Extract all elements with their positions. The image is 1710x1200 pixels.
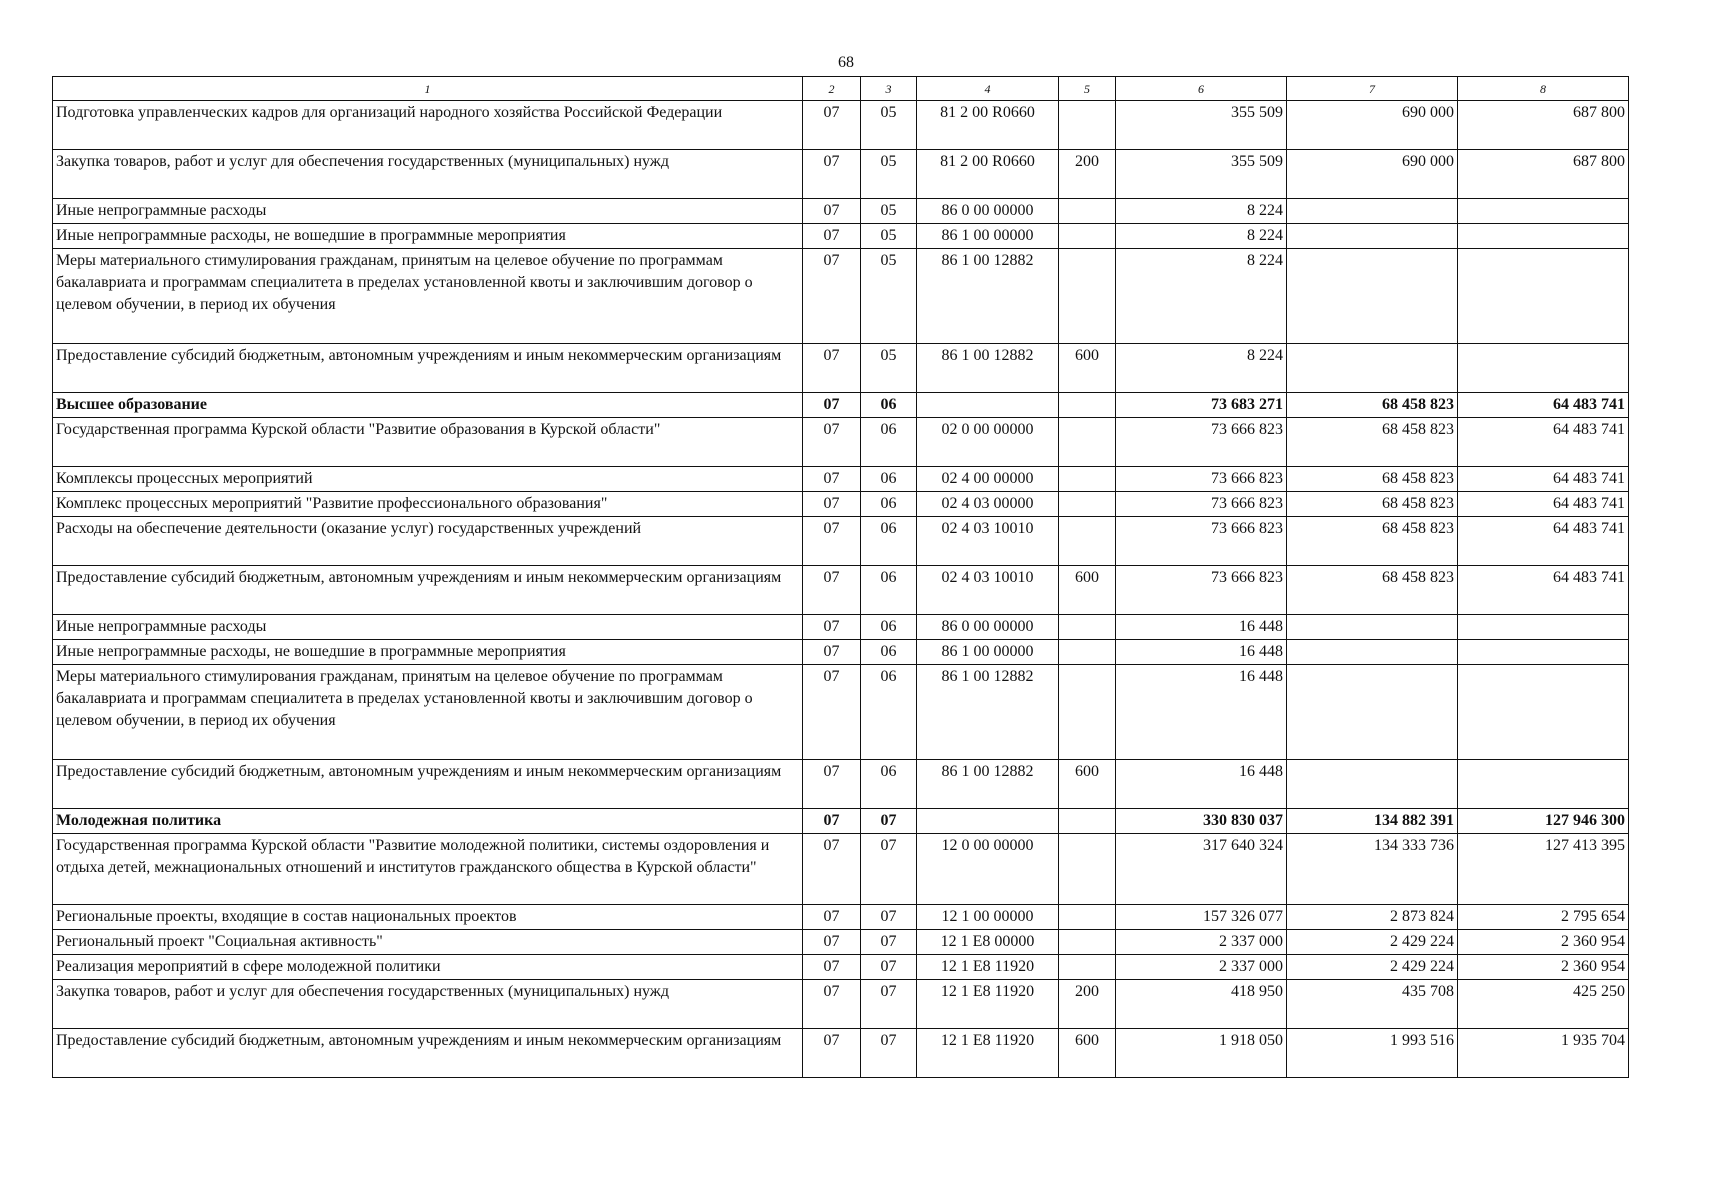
expense-type-code — [1059, 834, 1116, 905]
table-row — [53, 393, 1629, 418]
section-code: 07 — [803, 760, 861, 809]
item-name: Расходы на обеспечение деятельности (оказание услуг) государственных учреждений — [53, 517, 803, 566]
table-row — [53, 955, 1629, 980]
amount-col-6: 16 448 — [1116, 760, 1287, 809]
expense-type-code — [1059, 517, 1116, 566]
target-article-code: 12 0 00 00000 — [917, 834, 1059, 905]
item-name: Реализация мероприятий в сфере молодежной политики — [53, 955, 803, 980]
amount-col-8 — [1458, 249, 1629, 344]
table-row — [53, 809, 1629, 834]
expense-type-code — [1059, 199, 1116, 224]
expense-type-code: 600 — [1059, 1029, 1116, 1078]
section-code: 07 — [803, 101, 861, 150]
amount-col-6: 317 640 324 — [1116, 834, 1287, 905]
column-number-row — [53, 77, 1629, 101]
amount-col-7: 68 458 823 — [1287, 467, 1458, 492]
subsection-code: 06 — [861, 665, 917, 760]
column-number-6: 6 — [1116, 77, 1287, 101]
amount-col-8: 64 483 741 — [1458, 393, 1629, 418]
amount-col-7: 2 429 224 — [1287, 930, 1458, 955]
target-article-code: 86 1 00 12882 — [917, 760, 1059, 809]
section-code: 07 — [803, 199, 861, 224]
amount-col-8: 2 360 954 — [1458, 930, 1629, 955]
section-code: 07 — [803, 150, 861, 199]
amount-col-8 — [1458, 615, 1629, 640]
target-article-code: 12 1 E8 11920 — [917, 980, 1059, 1029]
amount-col-6: 8 224 — [1116, 199, 1287, 224]
amount-col-7 — [1287, 249, 1458, 344]
subsection-code: 05 — [861, 224, 917, 249]
amount-col-6: 73 666 823 — [1116, 418, 1287, 467]
item-name: Высшее образование — [53, 393, 803, 418]
subsection-code: 06 — [861, 467, 917, 492]
section-code: 07 — [803, 930, 861, 955]
expense-type-code: 600 — [1059, 344, 1116, 393]
expense-type-code — [1059, 615, 1116, 640]
target-article-code: 12 1 00 00000 — [917, 905, 1059, 930]
table-body — [53, 77, 1629, 1078]
section-code: 07 — [803, 1029, 861, 1078]
column-number-1: 1 — [53, 77, 803, 101]
subsection-code: 07 — [861, 905, 917, 930]
item-name: Меры материального стимулирования гражданам, принятым на целевое обучение по программам бакалавриата и программам специалитета в пределах установленной квоты и заключившим договор о целевом обучении, в период их обучения — [53, 665, 803, 760]
subsection-code: 07 — [861, 834, 917, 905]
table-row — [53, 492, 1629, 517]
amount-col-8 — [1458, 199, 1629, 224]
expense-type-code — [1059, 955, 1116, 980]
table-row — [53, 615, 1629, 640]
amount-col-8: 687 800 — [1458, 150, 1629, 199]
target-article-code: 86 0 00 00000 — [917, 615, 1059, 640]
amount-col-6: 73 666 823 — [1116, 566, 1287, 615]
amount-col-7: 68 458 823 — [1287, 566, 1458, 615]
expense-type-code — [1059, 224, 1116, 249]
amount-col-8 — [1458, 640, 1629, 665]
amount-col-7 — [1287, 199, 1458, 224]
amount-col-7: 134 333 736 — [1287, 834, 1458, 905]
amount-col-8 — [1458, 224, 1629, 249]
subsection-code: 07 — [861, 1029, 917, 1078]
amount-col-6: 8 224 — [1116, 344, 1287, 393]
amount-col-8: 687 800 — [1458, 101, 1629, 150]
subsection-code: 07 — [861, 955, 917, 980]
amount-col-8: 64 483 741 — [1458, 517, 1629, 566]
amount-col-8: 64 483 741 — [1458, 566, 1629, 615]
amount-col-6: 8 224 — [1116, 224, 1287, 249]
amount-col-7 — [1287, 224, 1458, 249]
subsection-code: 06 — [861, 566, 917, 615]
expense-type-code — [1059, 665, 1116, 760]
expense-type-code — [1059, 467, 1116, 492]
section-code: 07 — [803, 615, 861, 640]
column-number-4: 4 — [917, 77, 1059, 101]
item-name: Иные непрограммные расходы — [53, 615, 803, 640]
item-name: Иные непрограммные расходы, не вошедшие в программные мероприятия — [53, 640, 803, 665]
amount-col-6: 355 509 — [1116, 150, 1287, 199]
subsection-code: 06 — [861, 640, 917, 665]
amount-col-7 — [1287, 615, 1458, 640]
item-name: Комплексы процессных мероприятий — [53, 467, 803, 492]
item-name: Молодежная политика — [53, 809, 803, 834]
table-row — [53, 418, 1629, 467]
expense-type-code — [1059, 418, 1116, 467]
column-number-2: 2 — [803, 77, 861, 101]
amount-col-8: 1 935 704 — [1458, 1029, 1629, 1078]
section-code: 07 — [803, 467, 861, 492]
amount-col-7: 1 993 516 — [1287, 1029, 1458, 1078]
amount-col-7: 68 458 823 — [1287, 492, 1458, 517]
amount-col-8: 425 250 — [1458, 980, 1629, 1029]
expense-type-code: 600 — [1059, 566, 1116, 615]
subsection-code: 05 — [861, 101, 917, 150]
amount-col-6: 73 683 271 — [1116, 393, 1287, 418]
amount-col-8 — [1458, 344, 1629, 393]
amount-col-6: 355 509 — [1116, 101, 1287, 150]
section-code: 07 — [803, 566, 861, 615]
section-code: 07 — [803, 224, 861, 249]
amount-col-7: 2 873 824 — [1287, 905, 1458, 930]
expense-type-code — [1059, 101, 1116, 150]
subsection-code: 07 — [861, 930, 917, 955]
amount-col-8: 64 483 741 — [1458, 492, 1629, 517]
expense-type-code — [1059, 393, 1116, 418]
table-row — [53, 834, 1629, 905]
expense-type-code — [1059, 905, 1116, 930]
table-row — [53, 760, 1629, 809]
target-article-code — [917, 393, 1059, 418]
section-code: 07 — [803, 955, 861, 980]
table-row — [53, 566, 1629, 615]
target-article-code: 12 1 E8 11920 — [917, 955, 1059, 980]
amount-col-6: 1 918 050 — [1116, 1029, 1287, 1078]
amount-col-8: 127 946 300 — [1458, 809, 1629, 834]
amount-col-7: 2 429 224 — [1287, 955, 1458, 980]
subsection-code: 07 — [861, 980, 917, 1029]
item-name: Предоставление субсидий бюджетным, автономным учреждениям и иным некоммерческим организациям — [53, 566, 803, 615]
amount-col-7 — [1287, 665, 1458, 760]
target-article-code: 86 1 00 12882 — [917, 665, 1059, 760]
item-name: Государственная программа Курской области "Развитие образования в Курской области" — [53, 418, 803, 467]
table-row — [53, 930, 1629, 955]
amount-col-6: 157 326 077 — [1116, 905, 1287, 930]
table-row — [53, 980, 1629, 1029]
table-row — [53, 344, 1629, 393]
item-name: Иные непрограммные расходы, не вошедшие в программные мероприятия — [53, 224, 803, 249]
table-row — [53, 150, 1629, 199]
section-code: 07 — [803, 640, 861, 665]
target-article-code: 86 1 00 00000 — [917, 224, 1059, 249]
subsection-code: 06 — [861, 517, 917, 566]
subsection-code: 06 — [861, 615, 917, 640]
amount-col-7: 690 000 — [1287, 101, 1458, 150]
amount-col-8: 127 413 395 — [1458, 834, 1629, 905]
item-name: Иные непрограммные расходы — [53, 199, 803, 224]
expense-type-code — [1059, 640, 1116, 665]
target-article-code: 02 4 03 00000 — [917, 492, 1059, 517]
amount-col-8 — [1458, 665, 1629, 760]
amount-col-7: 134 882 391 — [1287, 809, 1458, 834]
target-article-code: 81 2 00 R0660 — [917, 101, 1059, 150]
subsection-code: 06 — [861, 760, 917, 809]
amount-col-6: 16 448 — [1116, 615, 1287, 640]
section-code: 07 — [803, 517, 861, 566]
column-number-3: 3 — [861, 77, 917, 101]
target-article-code: 86 1 00 12882 — [917, 249, 1059, 344]
item-name: Меры материального стимулирования гражданам, принятым на целевое обучение по программам бакалавриата и программам специалитета в пределах установленной квоты и заключившим договор о целевом обучении, в период их обучения — [53, 249, 803, 344]
amount-col-6: 16 448 — [1116, 640, 1287, 665]
section-code: 07 — [803, 665, 861, 760]
subsection-code: 06 — [861, 393, 917, 418]
expense-type-code: 200 — [1059, 980, 1116, 1029]
target-article-code: 86 0 00 00000 — [917, 199, 1059, 224]
table-row — [53, 905, 1629, 930]
target-article-code: 02 4 03 10010 — [917, 517, 1059, 566]
section-code: 07 — [803, 393, 861, 418]
amount-col-7: 690 000 — [1287, 150, 1458, 199]
item-name: Подготовка управленческих кадров для организаций народного хозяйства Российской Федерации — [53, 101, 803, 150]
amount-col-8: 2 360 954 — [1458, 955, 1629, 980]
expense-type-code — [1059, 249, 1116, 344]
target-article-code: 86 1 00 12882 — [917, 344, 1059, 393]
subsection-code: 05 — [861, 344, 917, 393]
amount-col-6: 2 337 000 — [1116, 955, 1287, 980]
section-code: 07 — [803, 492, 861, 517]
amount-col-7 — [1287, 760, 1458, 809]
amount-col-6: 418 950 — [1116, 980, 1287, 1029]
subsection-code: 05 — [861, 150, 917, 199]
item-name: Предоставление субсидий бюджетным, автономным учреждениям и иным некоммерческим организациям — [53, 1029, 803, 1078]
target-article-code: 02 4 00 00000 — [917, 467, 1059, 492]
item-name: Закупка товаров, работ и услуг для обеспечения государственных (муниципальных) нужд — [53, 980, 803, 1029]
table-row — [53, 249, 1629, 344]
expense-type-code — [1059, 809, 1116, 834]
item-name: Комплекс процессных мероприятий "Развитие профессионального образования" — [53, 492, 803, 517]
subsection-code: 07 — [861, 809, 917, 834]
item-name: Региональные проекты, входящие в состав национальных проектов — [53, 905, 803, 930]
table-row — [53, 1029, 1629, 1078]
subsection-code: 05 — [861, 249, 917, 344]
amount-col-7 — [1287, 640, 1458, 665]
target-article-code — [917, 809, 1059, 834]
section-code: 07 — [803, 418, 861, 467]
amount-col-7: 435 708 — [1287, 980, 1458, 1029]
column-number-8: 8 — [1458, 77, 1629, 101]
expense-type-code: 200 — [1059, 150, 1116, 199]
table-row — [53, 199, 1629, 224]
amount-col-7 — [1287, 344, 1458, 393]
amount-col-8: 2 795 654 — [1458, 905, 1629, 930]
budget-table — [52, 76, 1629, 1078]
expense-type-code — [1059, 492, 1116, 517]
target-article-code: 12 1 E8 00000 — [917, 930, 1059, 955]
amount-col-6: 73 666 823 — [1116, 517, 1287, 566]
table-row — [53, 467, 1629, 492]
amount-col-6: 330 830 037 — [1116, 809, 1287, 834]
target-article-code: 12 1 E8 11920 — [917, 1029, 1059, 1078]
section-code: 07 — [803, 980, 861, 1029]
item-name: Предоставление субсидий бюджетным, автономным учреждениям и иным некоммерческим организациям — [53, 760, 803, 809]
page-number: 68 — [838, 54, 854, 71]
amount-col-8: 64 483 741 — [1458, 467, 1629, 492]
amount-col-6: 8 224 — [1116, 249, 1287, 344]
item-name: Закупка товаров, работ и услуг для обеспечения государственных (муниципальных) нужд — [53, 150, 803, 199]
table-row — [53, 101, 1629, 150]
target-article-code: 86 1 00 00000 — [917, 640, 1059, 665]
item-name: Предоставление субсидий бюджетным, автономным учреждениям и иным некоммерческим организациям — [53, 344, 803, 393]
item-name: Государственная программа Курской области "Развитие молодежной политики, системы оздоровления и отдыха детей, межнациональных отношений и институтов гражданского общества в Курской области" — [53, 834, 803, 905]
amount-col-6: 73 666 823 — [1116, 492, 1287, 517]
amount-col-7: 68 458 823 — [1287, 418, 1458, 467]
amount-col-6: 16 448 — [1116, 665, 1287, 760]
section-code: 07 — [803, 344, 861, 393]
expense-type-code: 600 — [1059, 760, 1116, 809]
expense-type-code — [1059, 930, 1116, 955]
subsection-code: 06 — [861, 418, 917, 467]
amount-col-6: 73 666 823 — [1116, 467, 1287, 492]
section-code: 07 — [803, 834, 861, 905]
target-article-code: 81 2 00 R0660 — [917, 150, 1059, 199]
subsection-code: 06 — [861, 492, 917, 517]
amount-col-8 — [1458, 760, 1629, 809]
amount-col-7: 68 458 823 — [1287, 393, 1458, 418]
section-code: 07 — [803, 249, 861, 344]
amount-col-6: 2 337 000 — [1116, 930, 1287, 955]
target-article-code: 02 4 03 10010 — [917, 566, 1059, 615]
amount-col-7: 68 458 823 — [1287, 517, 1458, 566]
table-row — [53, 517, 1629, 566]
column-number-7: 7 — [1287, 77, 1458, 101]
subsection-code: 05 — [861, 199, 917, 224]
section-code: 07 — [803, 809, 861, 834]
table-row — [53, 640, 1629, 665]
item-name: Региональный проект "Социальная активность" — [53, 930, 803, 955]
target-article-code: 02 0 00 00000 — [917, 418, 1059, 467]
amount-col-8: 64 483 741 — [1458, 418, 1629, 467]
table-row — [53, 665, 1629, 760]
column-number-5: 5 — [1059, 77, 1116, 101]
table-row — [53, 224, 1629, 249]
section-code: 07 — [803, 905, 861, 930]
